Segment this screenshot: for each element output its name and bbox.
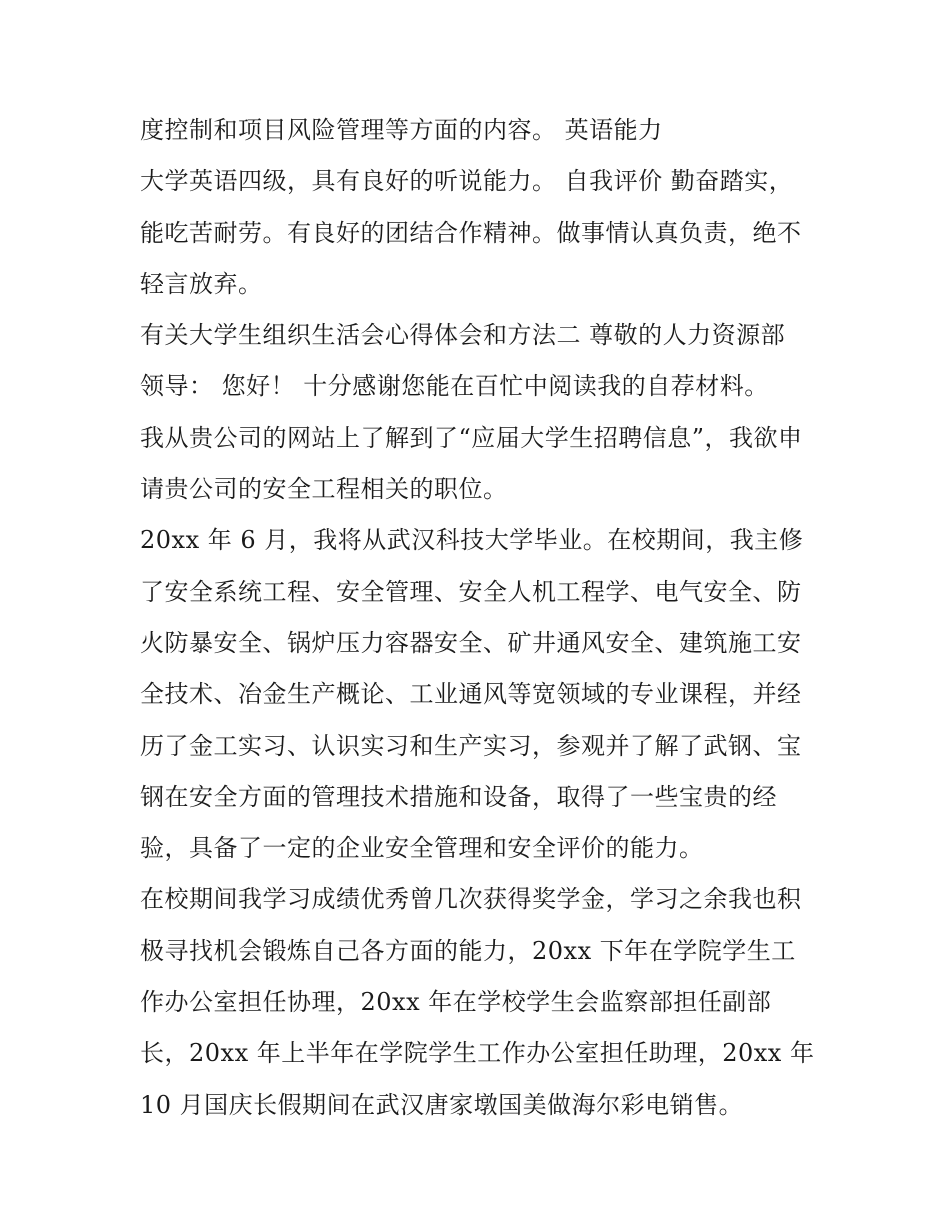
text-line: 20xx 年 6 月，我将从武汉科技大学毕业。在校期间，我主修 [140, 526, 804, 555]
text-line: 在校期间我学习成绩优秀曾几次获得奖学金，学习之余我也积 [140, 885, 802, 914]
text-line: 历了金工实习、认识实习和生产实习，参观并了解了武钢、宝 [140, 731, 802, 760]
text-line: 领导： 您好！ 十分感谢您能在百忙中阅读我的自荐材料。 [140, 372, 769, 401]
text-line: 能吃苦耐劳。有良好的团结合作精神。做事情认真负责，绝不 [140, 218, 802, 247]
text-line: 钢在安全方面的管理技术措施和设备，取得了一些宝贵的经 [140, 782, 777, 811]
text-line: 验，具备了一定的企业安全管理和安全评价的能力。 [140, 834, 704, 863]
text-line: 轻言放弃。 [140, 269, 263, 298]
text-line: 大学英语四级，具有良好的听说能力。 自我评价 勤奋踏实， [140, 167, 794, 196]
text-line: 极寻找机会锻炼自己各方面的能力，20xx 下年在学院学生工 [140, 936, 796, 965]
text-line: 请贵公司的安全工程相关的职位。 [140, 475, 508, 504]
text-line: 10 月国庆长假期间在武汉唐家墩国美做海尔彩电销售。 [140, 1090, 744, 1119]
text-line: 作办公室担任协理，20xx 年在学校学生会监察部担任副部 [140, 988, 772, 1017]
text-line: 火防暴安全、锅炉压力容器安全、矿井通风安全、建筑施工安 [140, 628, 802, 657]
text-line: 度控制和项目风险管理等方面的内容。 英语能力 [140, 116, 663, 144]
text-line: 我从贵公司的网站上了解到了“应届大学生招聘信息”，我欲申 [140, 423, 803, 452]
text-line: 全技术、冶金生产概论、工业通风等宽领域的专业课程，并经 [140, 680, 802, 709]
text-line: 了安全系统工程、安全管理、安全人机工程学、电气安全、防 [140, 577, 802, 606]
text-line: 长，20xx 年上半年在学院学生工作办公室担任助理，20xx 年 [140, 1039, 815, 1068]
body-text [140, 110, 830, 1136]
text-line: 有关大学生组织生活会心得体会和方法二 尊敬的人力资源部 [140, 321, 786, 350]
